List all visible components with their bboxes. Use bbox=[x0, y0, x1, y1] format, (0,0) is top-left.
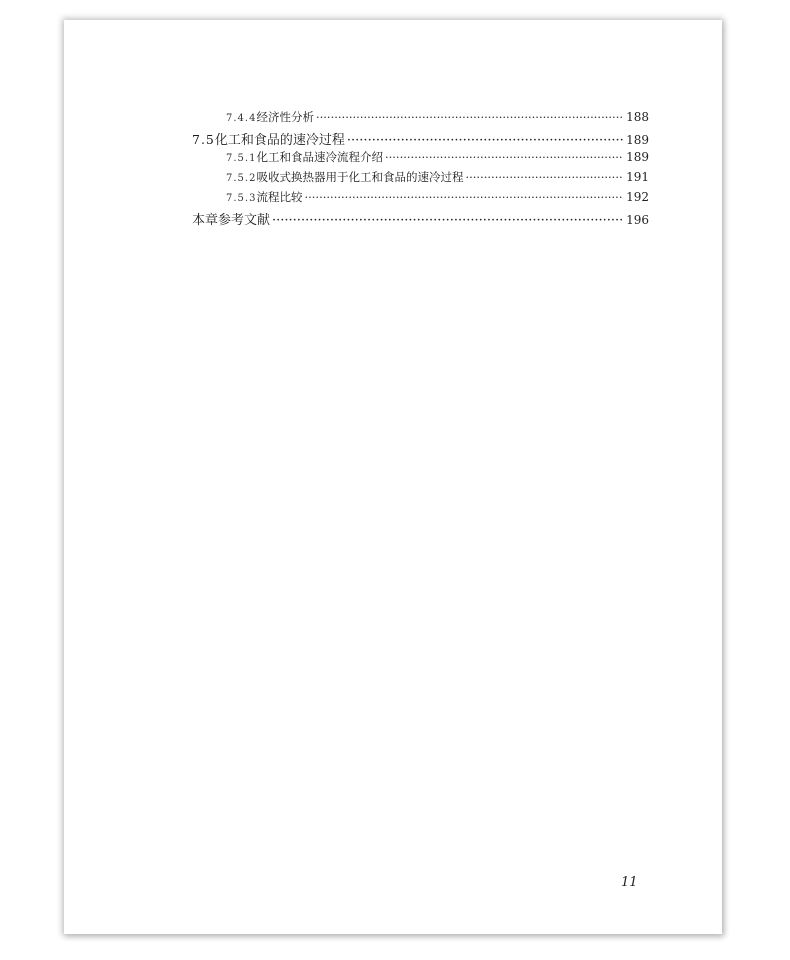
toc-entry[interactable] bbox=[192, 129, 649, 149]
toc-entry-number: 7.5.3 bbox=[226, 193, 257, 204]
toc-entry-title: 本章参考文献 bbox=[192, 213, 271, 228]
dot-leader bbox=[316, 110, 623, 124]
toc-entry-number: 7.5.2 bbox=[226, 173, 257, 184]
toc-entry-page: 191 bbox=[626, 170, 649, 184]
toc-entry-page: 188 bbox=[626, 110, 649, 124]
toc-entry-title: 化工和食品速冷流程介绍 bbox=[256, 150, 383, 164]
toc-entry-title: 经济性分析 bbox=[256, 110, 314, 124]
table-of-contents bbox=[192, 109, 649, 229]
toc-entry-page: 189 bbox=[626, 133, 649, 147]
toc-entry[interactable] bbox=[192, 109, 649, 129]
toc-entry-number: 7.5.1 bbox=[226, 153, 257, 164]
page-number: 11 bbox=[621, 875, 638, 890]
toc-entry[interactable] bbox=[192, 169, 649, 189]
toc-entry-title: 化工和食品的速冷过程 bbox=[214, 133, 345, 148]
toc-entry-title: 吸收式换热器用于化工和食品的速冷过程 bbox=[256, 170, 464, 184]
dot-leader bbox=[304, 190, 623, 204]
toc-entry-number: 7.4.4 bbox=[226, 113, 257, 124]
dot-leader bbox=[347, 133, 623, 148]
toc-entry-title: 流程比较 bbox=[256, 190, 303, 204]
dot-leader bbox=[385, 150, 623, 164]
dot-leader bbox=[465, 170, 623, 184]
toc-entry-number: 7.5 bbox=[192, 132, 215, 147]
toc-entry-page: 192 bbox=[626, 190, 649, 204]
toc-entry[interactable] bbox=[192, 209, 649, 229]
dot-leader bbox=[272, 213, 623, 228]
toc-entry[interactable] bbox=[192, 149, 649, 169]
toc-entry-page: 189 bbox=[626, 150, 649, 164]
document-page bbox=[64, 20, 722, 934]
toc-entry-page: 196 bbox=[626, 213, 649, 227]
toc-entry[interactable] bbox=[192, 189, 649, 209]
